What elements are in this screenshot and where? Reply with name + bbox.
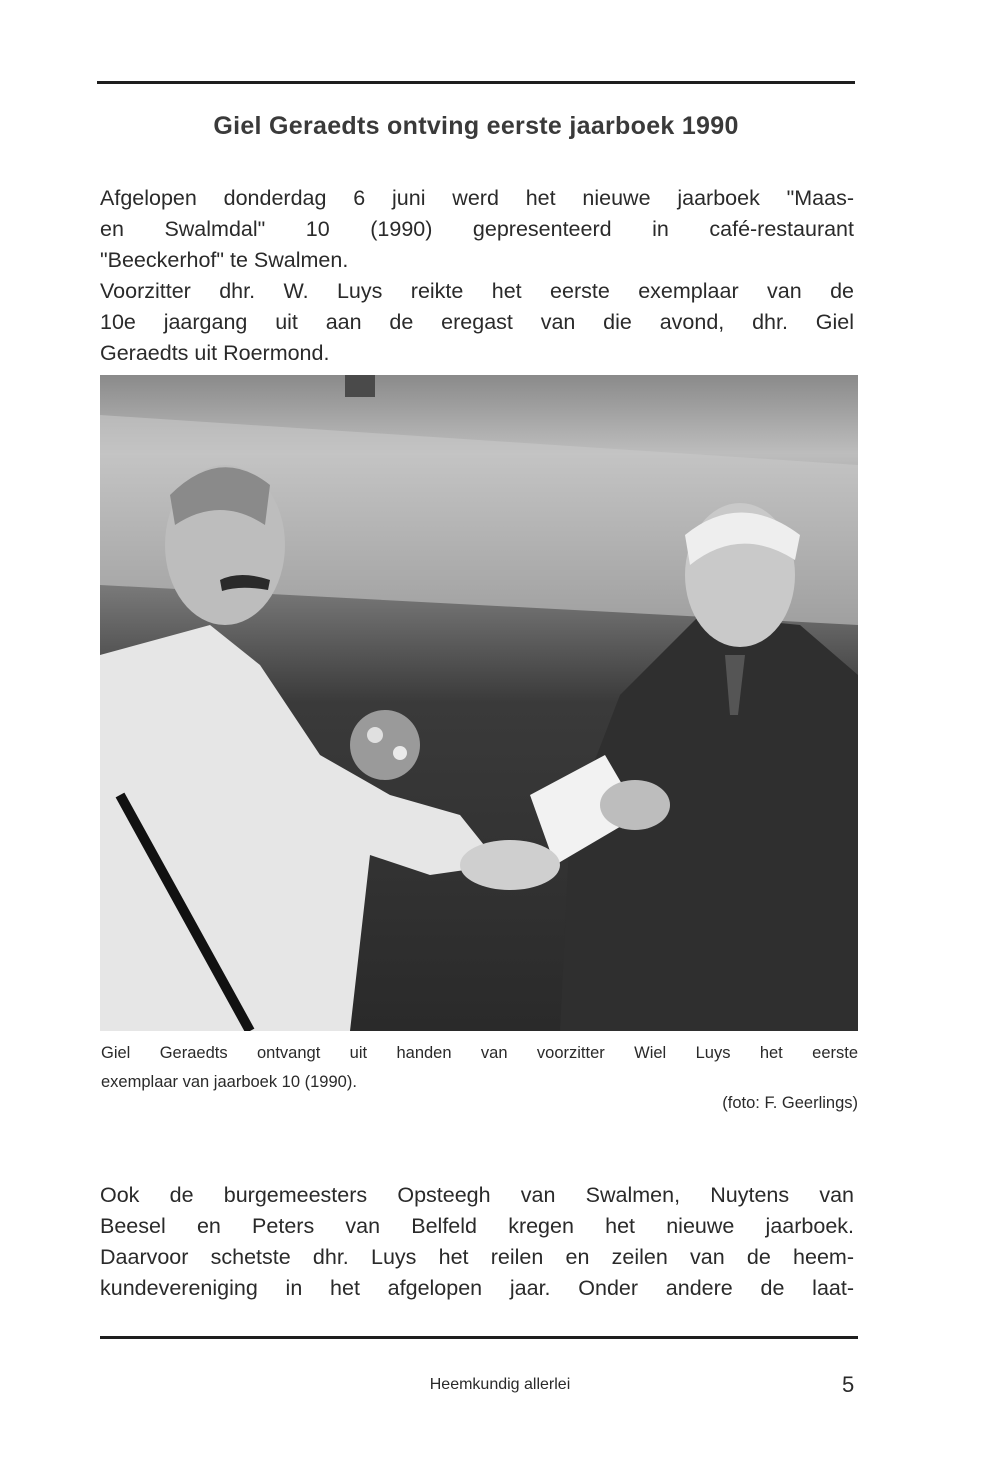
text-line: Voorzitter dhr. W. Luys reikte het eerste exemplaar van de [100,279,854,303]
bottom-rule [100,1336,858,1339]
photo-caption [101,1039,858,1097]
text-line: Beesel en Peters van Belfeld kregen het nieuwe jaarboek. [100,1214,854,1238]
text-line: Ook de burgemeesters Opsteegh van Swalmen, Nuytens van [100,1183,854,1207]
top-rule [97,81,855,84]
text-line: Afgelopen donderdag 6 juni werd het nieuwe jaarboek "Maas- [100,186,854,210]
page-number: 5 [842,1372,855,1397]
text-line: 10e jaargang uit aan de eregast van die avond, dhr. Giel [100,310,854,334]
text-line: Daarvoor schetste dhr. Luys het reilen en zeilen van de heem- [100,1245,854,1269]
body-paragraph [100,1180,854,1304]
text-line: Geraedts uit Roermond. [100,341,330,365]
article-title: Giel Geraedts ontving eerste jaarboek 1990 [213,112,739,140]
text-line: "Beeckerhof" te Swalmen. [100,248,349,272]
caption-line: Giel Geraedts ontvangt uit handen van voorzitter Wiel Luys het eerste [101,1044,858,1062]
text-line: en Swalmdal" 10 (1990) gepresenteerd in café-restaurant [100,217,854,241]
photo-credit: (foto: F. Geerlings) [722,1094,858,1112]
photo-book-presentation [100,375,858,1031]
intro-paragraph [100,183,854,369]
footer-publication: Heemkundig allerlei [429,1376,571,1393]
text-line: kundevereniging in het afgelopen jaar. Onder andere de laat- [100,1276,854,1300]
caption-line: exemplaar van jaarboek 10 (1990). [101,1073,357,1091]
